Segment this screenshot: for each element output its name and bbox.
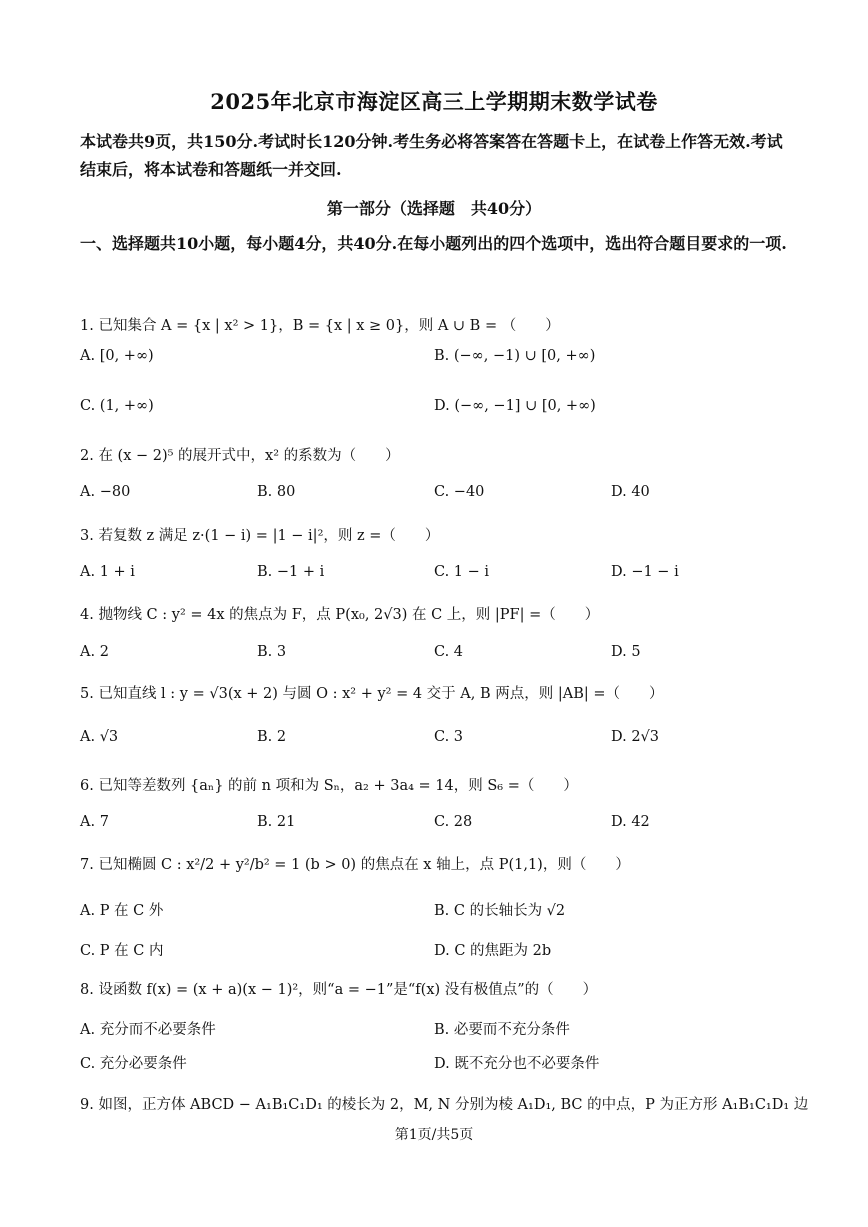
q5-option-c: C. 3 <box>434 729 464 745</box>
q2-option-b: B. 80 <box>257 484 296 500</box>
question-5-stem: 5. 已知直线 l : y = √3(x + 2) 与圆 O : x² + y² = 4 交于 A, B 两点，则 |AB| =（ ） <box>80 686 664 702</box>
q7-option-d: D. C 的焦距为 2b <box>434 943 552 959</box>
q3-option-a: A. 1 + i <box>80 564 135 580</box>
q3-option-d: D. −1 − i <box>611 564 679 580</box>
question-2-stem: 2. 在 (x − 2)⁵ 的展开式中，x² 的系数为（ ） <box>80 448 400 464</box>
question-7-stem: 7. 已知椭圆 C : x²/2 + y²/b² = 1 (b > 0) 的焦点在 x 轴上，点 P(1,1)，则（ ） <box>80 857 630 873</box>
page-title: 2025年北京市海淀区高三上学期期末数学试卷 <box>210 89 658 114</box>
q1-option-a: A. [0, +∞) <box>80 348 154 364</box>
q4-option-c: C. 4 <box>434 644 464 660</box>
q6-option-b: B. 21 <box>257 814 296 830</box>
question-6-stem: 6. 已知等差数列 {aₙ} 的前 n 项和为 Sₙ，a₂ + 3a₄ = 14，则 S₆ =（ ） <box>80 778 578 794</box>
q2-option-a: A. −80 <box>80 484 131 500</box>
q7-option-b: B. C 的长轴长为 √2 <box>434 903 566 919</box>
question-1-stem: 1. 已知集合 A = {x | x² > 1}，B = {x | x ≥ 0}，则 A ∪ B = （ ） <box>80 318 560 334</box>
q1-option-c: C. (1, +∞) <box>80 398 154 414</box>
exam-instructions: 本试卷共9页，共150分.考试时长120分钟.考生务必将答案答在答题卡上，在试卷上作答无效.考试结束后，将本试卷和答题纸一并交回. <box>80 132 783 179</box>
question-9-stem: 9. 如图，正方体 ABCD − A₁B₁C₁D₁ 的棱长为 2，M, N 分别为棱 A₁D₁, BC 的中点，P 为正方形 A₁B₁C₁D₁ 边 <box>80 1097 809 1113</box>
q8-option-d: D. 既不充分也不必要条件 <box>434 1056 600 1072</box>
q4-option-a: A. 2 <box>80 644 109 660</box>
q8-option-a: A. 充分而不必要条件 <box>80 1022 216 1038</box>
q1-option-b: B. (−∞, −1) ∪ [0, +∞) <box>434 348 596 364</box>
q6-option-c: C. 28 <box>434 814 473 830</box>
q3-option-b: B. −1 + i <box>257 564 325 580</box>
part-heading: 第一部分（选择题 共40分） <box>326 199 542 218</box>
q5-option-d: D. 2√3 <box>611 729 660 745</box>
q5-option-a: A. √3 <box>80 729 119 745</box>
question-8-stem: 8. 设函数 f(x) = (x + a)(x − 1)²，则“a = −1”是“f(x) 没有极值点”的（ ） <box>80 982 598 998</box>
q2-option-c: C. −40 <box>434 484 485 500</box>
q4-option-d: D. 5 <box>611 644 641 660</box>
q6-option-d: D. 42 <box>611 814 650 830</box>
q5-option-b: B. 2 <box>257 729 287 745</box>
q6-option-a: A. 7 <box>80 814 109 830</box>
q4-option-b: B. 3 <box>257 644 287 660</box>
q2-option-d: D. 40 <box>611 484 650 500</box>
question-3-stem: 3. 若复数 z 满足 z·(1 − i) = |1 − i|²，则 z =（ ） <box>80 528 440 544</box>
q7-option-c: C. P 在 C 内 <box>80 943 164 959</box>
q8-option-c: C. 充分必要条件 <box>80 1056 187 1072</box>
q1-option-d: D. (−∞, −1] ∪ [0, +∞) <box>434 398 596 414</box>
q7-option-a: A. P 在 C 外 <box>80 903 164 919</box>
q8-option-b: B. 必要而不充分条件 <box>434 1022 570 1038</box>
page-number: 第1页/共5页 <box>394 1127 474 1143</box>
q3-option-c: C. 1 − i <box>434 564 490 580</box>
question-4-stem: 4. 抛物线 C : y² = 4x 的焦点为 F，点 P(x₀, 2√3) 在 C 上，则 |PF| =（ ） <box>80 607 600 623</box>
section-heading: 一、选择题共10小题，每小题4分，共40分.在每小题列出的四个选项中，选出符合题目要求的一项. <box>80 234 787 253</box>
